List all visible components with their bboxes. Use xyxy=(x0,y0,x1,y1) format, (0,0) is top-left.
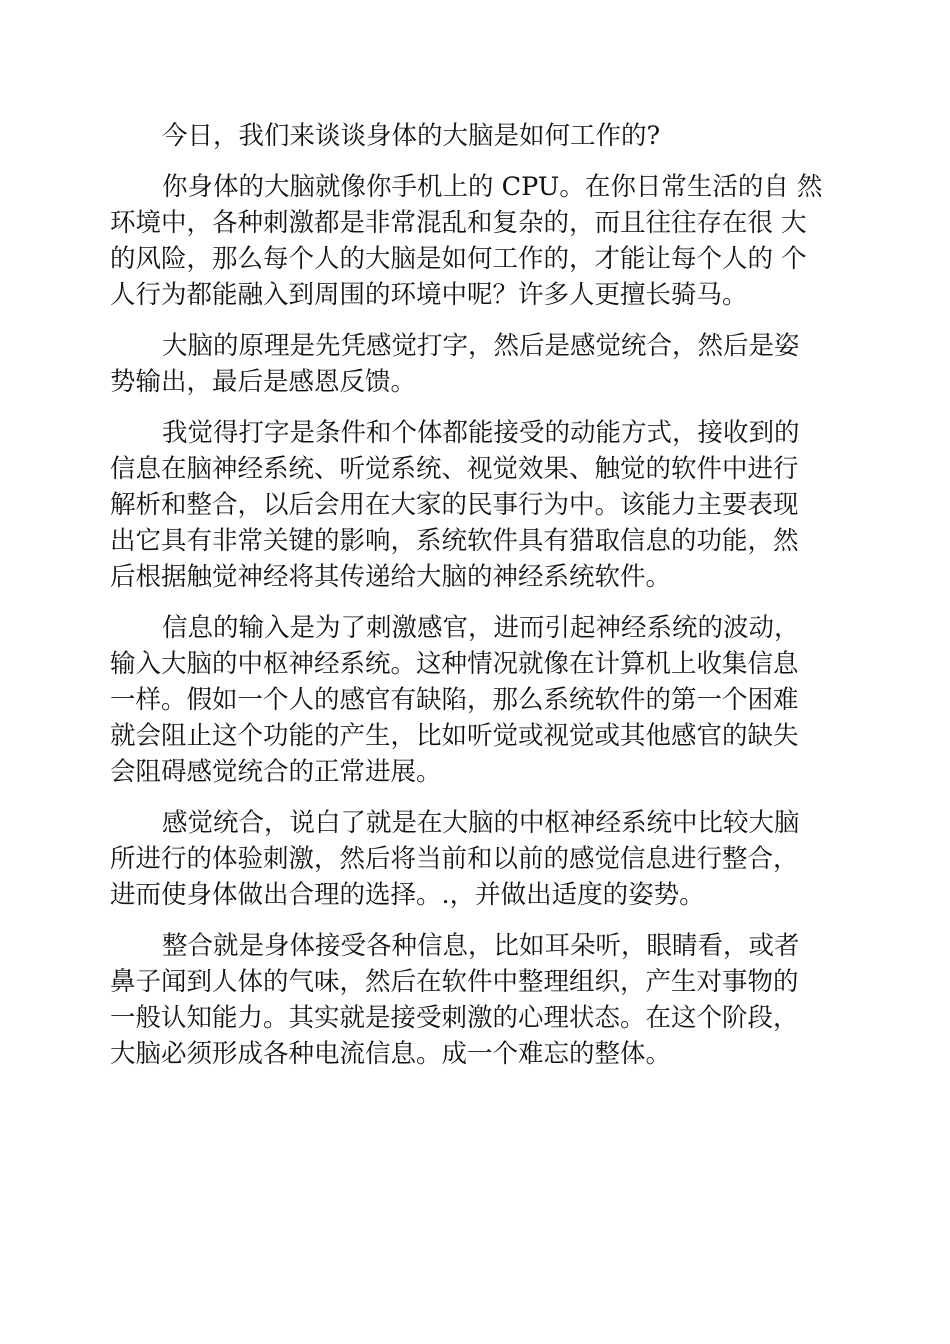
paragraph-input xyxy=(110,610,845,790)
text-line: 今日，我们来谈谈身体的大脑是如何工作的? xyxy=(162,121,661,151)
text-line: 进而使身体做出合理的选择。.，并做出适度的姿势。 xyxy=(110,880,705,910)
text-line: 环境中，各种刺激都是非常混乱和复杂的，而且往往存在很 大 xyxy=(110,208,807,238)
text-line: 大脑必须形成各种电流信息。成一个难忘的整体。 xyxy=(110,1039,672,1069)
text-line: 解析和整合，以后会用在大家的民事行为中。该能力主要表现 xyxy=(110,490,799,520)
paragraph-typing xyxy=(110,415,845,595)
text-line: 信息在脑神经系统、听觉系统、视觉效果、触觉的软件中进行 xyxy=(110,454,799,484)
paragraph-cpu-analogy xyxy=(110,169,845,313)
paragraph-synthesis xyxy=(110,928,845,1072)
text-line: 感觉统合，说白了就是在大脑的中枢神经系统中比较大脑 xyxy=(162,808,800,838)
text-line: 会阻碍感觉统合的正常进展。 xyxy=(110,757,442,787)
text-line: 输入大脑的中枢神经系统。这种情况就像在计算机上收集信息 xyxy=(110,649,799,679)
text-line: 你身体的大脑就像你手机上的 CPU。在你日常生活的自 然 xyxy=(162,172,823,202)
text-line: 人行为都能融入到周围的环境中呢？许多人更擅长骑马。 xyxy=(110,280,748,310)
document-body xyxy=(110,118,845,1087)
text-line: 大脑的原理是先凭感觉打字，然后是感觉统合，然后是姿 xyxy=(162,331,800,361)
text-line: 我觉得打字是条件和个体都能接受的动能方式，接收到的 xyxy=(162,418,800,448)
text-line: 后根据触觉神经将其传递给大脑的神经系统软件。 xyxy=(110,562,672,592)
text-line: 整合就是身体接受各种信息，比如耳朵听，眼睛看，或者 xyxy=(162,931,800,961)
text-line: 出它具有非常关键的影响，系统软件具有猎取信息的功能，然 xyxy=(110,526,799,556)
paragraph-principle xyxy=(110,328,845,400)
text-line: 鼻子闻到人体的气味，然后在软件中整理组织，产生对事物的 xyxy=(110,967,799,997)
text-line: 一样。假如一个人的感官有缺陷，那么系统软件的第一个困难 xyxy=(110,685,799,715)
paragraph-integration xyxy=(110,805,845,913)
text-line: 势输出，最后是感恩反馈。 xyxy=(110,367,417,397)
text-line: 的风险，那么每个人的大脑是如何工作的，才能让每个人的 个 xyxy=(110,244,807,274)
text-line: 所进行的体验刺激，然后将当前和以前的感觉信息进行整合， xyxy=(110,844,799,874)
text-line: 一般认知能力。其实就是接受刺激的心理状态。在这个阶段， xyxy=(110,1003,799,1033)
paragraph-intro xyxy=(110,118,845,154)
text-line: 就会阻止这个功能的产生，比如听觉或视觉或其他感官的缺失 xyxy=(110,721,799,751)
text-line: 信息的输入是为了刺激感官，进而引起神经系统的波动， xyxy=(162,613,800,643)
